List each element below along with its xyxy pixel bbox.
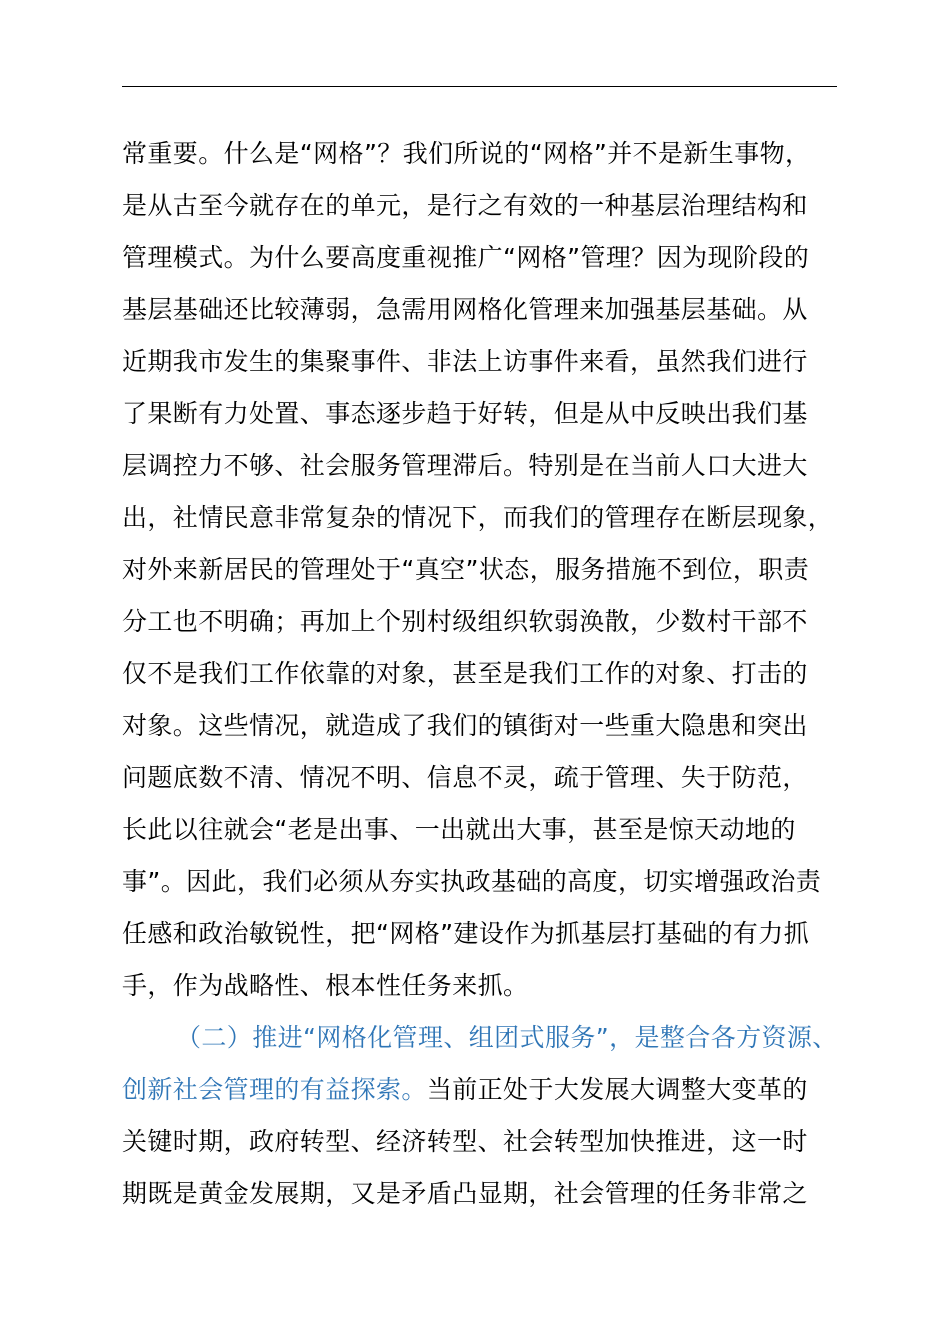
- section-heading-tail: 创新社会管理的有益探索。: [122, 1075, 427, 1104]
- body-line: 任感和政治敏锐性，把“网格”建设作为抓基层打基础的有力抓: [122, 919, 810, 948]
- body-line: 仅不是我们工作依靠的对象，甚至是我们工作的对象、打击的: [122, 659, 808, 688]
- body-line: 近期我市发生的集聚事件、非法上访事件来看，虽然我们进行: [122, 347, 808, 376]
- body-line: 长此以往就会“老是出事、一出就出大事，甚至是惊天动地的: [122, 815, 796, 844]
- section-heading-continuation: [122, 1070, 842, 1110]
- body-line: 常重要。什么是“网格”？我们所说的“网格”并不是新生事物，: [122, 139, 811, 168]
- body-line: 出，社情民意非常复杂的情况下，而我们的管理存在断层现象，: [122, 503, 834, 532]
- body-line: 了果断有力处置、事态逐步趋于好转，但是从中反映出我们基: [122, 399, 808, 428]
- body-line: 问题底数不清、情况不明、信息不灵，疏于管理、失于防范，: [122, 763, 808, 792]
- body-line: 手，作为战略性、根本性任务来抓。: [122, 971, 529, 1000]
- section-heading: （二）推进“网格化管理、组团式服务”，是整合各方资源、: [176, 1023, 838, 1052]
- body-line: 关键时期，政府转型、经济转型、社会转型加快推进，这一时: [122, 1127, 808, 1156]
- body-line: 是从古至今就存在的单元，是行之有效的一种基层治理结构和: [122, 191, 808, 220]
- body-line: 基层基础还比较薄弱，急需用网格化管理来加强基层基础。从: [122, 295, 808, 324]
- body-line: 管理模式。为什么要高度重视推广“网格”管理？因为现阶段的: [122, 243, 810, 272]
- section-body-text: 当前正处于大发展大调整大变革的: [426, 1075, 808, 1104]
- body-line: 对外来新居民的管理处于“真空”状态，服务措施不到位，职责: [122, 555, 810, 584]
- body-line: 对象。这些情况，就造成了我们的镇街对一些重大隐患和突出: [122, 711, 808, 740]
- body-line: 层调控力不够、社会服务管理滞后。特别是在当前人口大进大: [122, 451, 808, 480]
- body-line: 期既是黄金发展期，又是矛盾凸显期，社会管理的任务非常之: [122, 1179, 808, 1208]
- body-line: 事”。因此，我们必须从夯实执政基础的高度，切实增强政治责: [122, 867, 822, 896]
- body-line: 分工也不明确；再加上个别村级组织软弱涣散，少数村干部不: [122, 607, 808, 636]
- header-rule: [122, 86, 837, 87]
